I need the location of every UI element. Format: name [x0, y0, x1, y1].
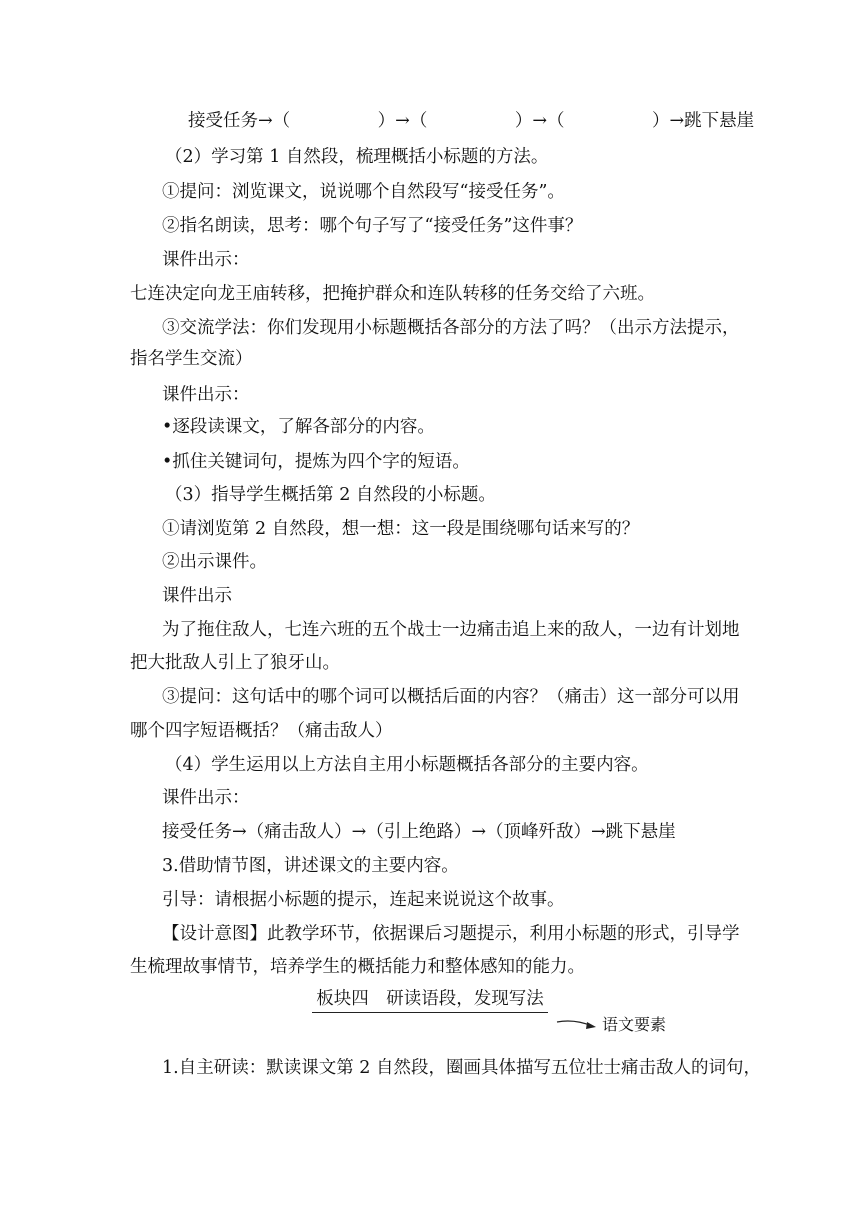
- step-2-heading: （2）学习第 1 自然段，梳理概括小标题的方法。: [165, 147, 549, 167]
- step-method: ③交流学法：你们发现用小标题概括各部分的方法了吗？（出示方法提示，: [162, 318, 740, 338]
- guide-text: 引导：请根据小标题的提示，连起来说说这个故事。: [162, 890, 565, 910]
- plot-chart-blank: 接受任务→（ ）→（ ）→（ ）→跳下悬崖: [188, 111, 755, 131]
- courseware-sentence-cont: 把大批敌人引上了狼牙山。: [130, 653, 340, 673]
- element-tag: [556, 1014, 666, 1036]
- design-intent-cont: 生梳理故事情节，培养学生的概括能力和整体感知的能力。: [130, 957, 585, 977]
- courseware-label: 课件出示：: [162, 250, 250, 270]
- step-3-main: 3.借助情节图，讲述课文的主要内容。: [162, 856, 459, 876]
- design-intent: 【设计意图】此教学环节，依据课后习题提示，利用小标题的形式，引导学: [162, 924, 740, 944]
- plot-chart-answer: 接受任务→（痛击敌人）→（引上绝路）→（顶峰歼敌）→跳下悬崖: [162, 822, 676, 842]
- study-step-1: 1.自主研读：默读课文第 2 自然段，圈画具体描写五位壮士痛击敌人的词句，: [162, 1058, 761, 1078]
- courseware-sentence: 七连决定向龙王庙转移，把掩护群众和连队转移的任务交给了六班。: [130, 284, 655, 304]
- curved-arrow-icon: [556, 1018, 598, 1032]
- step-3-heading: （3）指导学生概括第 2 自然段的小标题。: [165, 485, 496, 505]
- element-tag-label: 语文要素: [602, 1015, 667, 1034]
- method-tip: •逐段读课文，了解各部分的内容。: [162, 417, 435, 437]
- step-question: ①请浏览第 2 自然段，想一想：这一段是围绕哪句话来写的？: [162, 519, 640, 539]
- step-courseware: ②出示课件。: [162, 552, 267, 572]
- section-title-text: 板块四 研读语段，发现写法: [312, 988, 548, 1013]
- step-question-cont: 哪个四字短语概括？（痛击敌人）: [130, 721, 393, 741]
- step-question: ③提问：这句话中的哪个词可以概括后面的内容？（痛击）这一部分可以用: [162, 687, 740, 707]
- courseware-label: 课件出示: [162, 586, 232, 606]
- courseware-sentence: 为了拖住敌人，七连六班的五个战士一边痛击追上来的敌人，一边有计划地: [162, 620, 740, 640]
- step-question: ①提问：浏览课文，说说哪个自然段写“接受任务”。: [162, 182, 565, 202]
- section-title: [0, 988, 860, 1013]
- method-tip: •抓住关键词句，提炼为四个字的短语。: [162, 452, 470, 472]
- courseware-label: 课件出示：: [162, 788, 250, 808]
- step-4-heading: （4）学生运用以上方法自主用小标题概括各部分的主要内容。: [165, 755, 649, 775]
- step-method-cont: 指名学生交流）: [130, 349, 253, 369]
- step-reading: ②指名朗读，思考：哪个句子写了“接受任务”这件事？: [162, 216, 583, 236]
- courseware-label: 课件出示：: [162, 385, 250, 405]
